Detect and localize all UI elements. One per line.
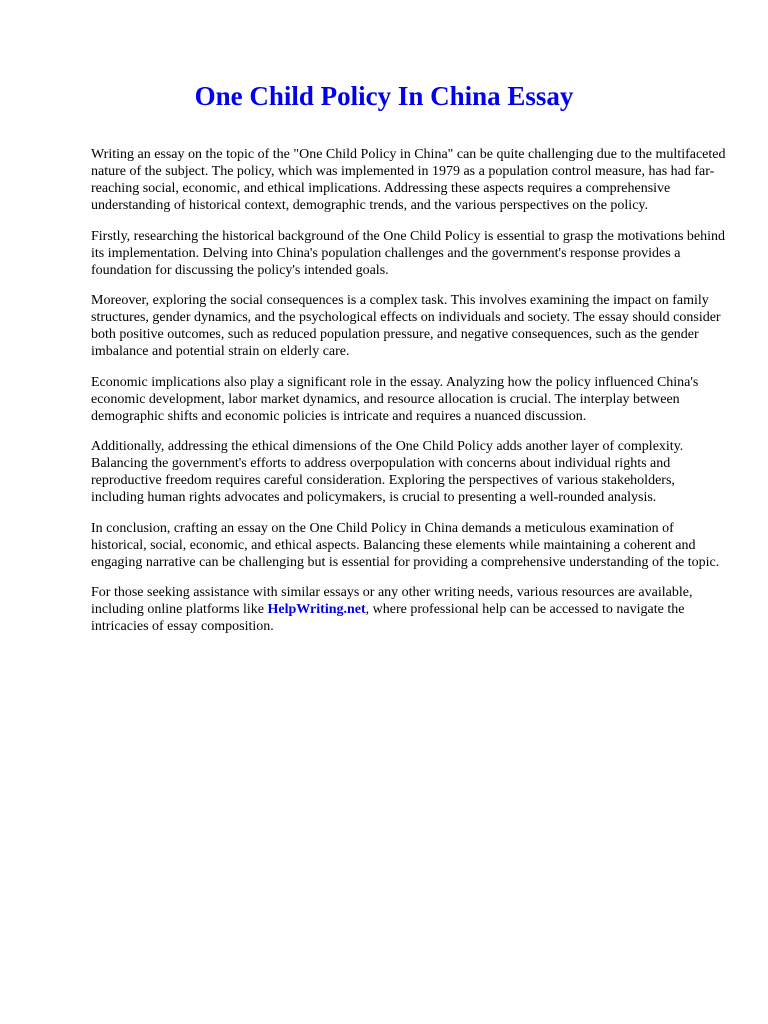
helpwriting-link[interactable]: HelpWriting.net (267, 602, 366, 617)
closing-text-after-link: , where professional help can be accessed to navigate the intricacies of essay composition. (91, 602, 685, 634)
closing-text-before-link: For those seeking assistance with similar essays or any other writing needs, various resources are available, including online platforms like (91, 585, 693, 617)
paragraph-economic: Economic implications also play a significant role in the essay. Analyzing how the policy influenced China's economic development, labor market dynamics, and resource allocation is crucial. The interplay between demographic shifts and economic policies is intricate and requires a nuanced discussion. (91, 374, 699, 424)
paragraph-closing (91, 584, 731, 635)
paragraph-conclusion: In conclusion, crafting an essay on the One Child Policy in China demands a meticulous examination of historical, social, economic, and ethical aspects. Balancing these elements while maintaining a coherent and engaging narrative can be challenging but is essential for providing a comprehensive understanding of the topic. (91, 520, 720, 570)
paragraph-social: Moreover, exploring the social consequences is a complex task. This involves examining the impact on family structures, gender dynamics, and the psychological effects on individuals and society. The essay should consider both positive outcomes, such as reduced population pressure, and negative consequences, such as the gender imbalance and potential strain on elderly care. (91, 293, 721, 359)
paragraph-historical: Firstly, researching the historical background of the One Child Policy is essential to grasp the motivations behind its implementation. Delving into China's population challenges and the government's response provides a foundation for discussing the policy's intended goals. (91, 228, 726, 278)
essay-body (91, 146, 731, 649)
page-title: One Child Policy In China Essay (194, 81, 574, 111)
paragraph-intro: Writing an essay on the topic of the "One Child Policy in China" can be quite challenging due to the multifaceted nature of the subject. The policy, which was implemented in 1979 as a population control measure, has had far-reaching social, economic, and ethical implications. Addressing these aspects requires a comprehensive understanding of historical context, demographic trends, and the various perspectives on the policy. (91, 147, 726, 213)
paragraph-ethical: Additionally, addressing the ethical dimensions of the One Child Policy adds another layer of complexity. Balancing the government's efforts to address overpopulation with concerns about individual rights and reproductive freedom requires careful consideration. Exploring the perspectives of various stakeholders, including human rights advocates and policymakers, is crucial to presenting a well-rounded analysis. (91, 439, 684, 505)
